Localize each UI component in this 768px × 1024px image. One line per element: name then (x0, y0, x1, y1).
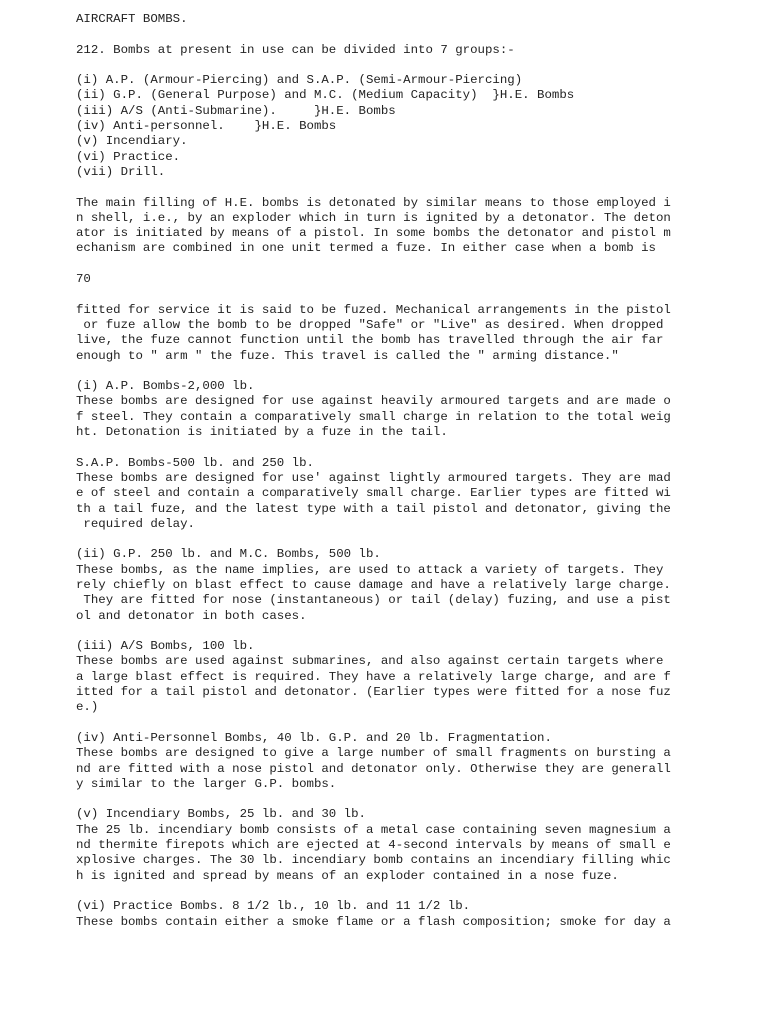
section-heading-line: (iv) Anti-Personnel Bombs, 40 lb. G.P. and 20 lb. Fragmentation. (76, 730, 552, 745)
section-heading-line: (vi) Practice Bombs. 8 1/2 lb., 10 lb. and 11 1/2 lb. (76, 899, 471, 914)
blank-line (76, 792, 676, 807)
text-line: They are fitted for nose (instantaneous) or tail (delay) fuzing, and use a pist (76, 593, 671, 608)
text-line: e of steel and contain a comparatively small charge. Earlier types are fitted wi (76, 486, 671, 501)
blank-line (76, 884, 676, 899)
text-line: f steel. They contain a comparatively small charge in relation to the total weig (76, 409, 671, 424)
section-heading-line: (i) A.P. (Armour-Piercing) and S.A.P. (Semi-Armour-Piercing) (76, 73, 523, 88)
blank-line (76, 716, 676, 731)
section-heading-line: (i) A.P. Bombs-2,000 lb. (76, 379, 255, 394)
section-heading-line: (iv) Anti-personnel. }H.E. Bombs (76, 119, 337, 134)
blank-line (76, 440, 676, 455)
document-page (76, 12, 676, 930)
text-line: n shell, i.e., by an exploder which in turn is ignited by a detonator. The deton (76, 210, 671, 225)
blank-line (76, 364, 676, 379)
text-line: or fuze allow the bomb to be dropped "Safe" or "Live" as desired. When dropped (76, 317, 664, 332)
page-number: 70 (76, 272, 91, 287)
blank-line (76, 532, 676, 547)
text-line: y similar to the larger G.P. bombs. (76, 776, 337, 791)
text-line: nd are fitted with a nose pistol and detonator only. Otherwise they are generall (76, 761, 671, 776)
text-line: e.) (76, 700, 99, 715)
text-line: These bombs, as the name implies, are used to attack a variety of targets. They (76, 562, 664, 577)
text-line: The main filling of H.E. bombs is detonated by similar means to those employed i (76, 195, 671, 210)
section-heading-line: (vii) Drill. (76, 164, 166, 179)
text-line: These bombs are used against submarines, and also against certain targets where (76, 654, 664, 669)
section-heading-line: (vi) Practice. (76, 149, 181, 164)
section-heading-line: (v) Incendiary. (76, 134, 188, 149)
section-heading-line: (iii) A/S Bombs, 100 lb. (76, 639, 255, 654)
text-line: enough to " arm " the fuze. This travel is called the " arming distance." (76, 348, 619, 363)
blank-line (76, 58, 676, 73)
text-line: echanism are combined in one unit termed a fuze. In either case when a bomb is (76, 241, 656, 256)
text-line: fitted for service it is said to be fuzed. Mechanical arrangements in the pistol (76, 302, 671, 317)
section-heading-line: S.A.P. Bombs-500 lb. and 250 lb. (76, 455, 314, 470)
section-heading-line: (iii) A/S (Anti-Submarine). }H.E. Bombs (76, 103, 396, 118)
text-line: These bombs contain either a smoke flame or a flash composition; smoke for day a (76, 914, 671, 929)
text-line: required delay. (76, 516, 195, 531)
blank-line (76, 180, 676, 195)
text-line: th a tail fuze, and the latest type with a tail pistol and detonator, giving the (76, 501, 671, 516)
text-line: ol and detonator in both cases. (76, 608, 307, 623)
text-line: nd thermite firepots which are ejected at 4-second intervals by means of small e (76, 838, 671, 853)
text-line: These bombs are designed for use' against lightly armoured targets. They are mad (76, 470, 671, 485)
text-line: xplosive charges. The 30 lb. incendiary bomb contains an incendiary filling whic (76, 853, 671, 868)
text-line: rely chiefly on blast effect to cause damage and have a relatively large charge. (76, 577, 671, 592)
text-line: ator is initiated by means of a pistol. In some bombs the detonator and pistol m (76, 226, 671, 241)
section-heading-line: (ii) G.P. 250 lb. and M.C. Bombs, 500 lb. (76, 547, 381, 562)
text-line: ht. Detonation is initiated by a fuze in the tail. (76, 425, 448, 440)
text-line: h is ignited and spread by means of an exploder contained in a nose fuze. (76, 868, 619, 883)
blank-line (76, 624, 676, 639)
text-line: a large blast effect is required. They have a relatively large charge, and are f (76, 669, 671, 684)
text-line: These bombs are designed for use against heavily armoured targets and are made o (76, 394, 671, 409)
blank-line (76, 287, 676, 302)
section-heading-line: (ii) G.P. (General Purpose) and M.C. (Medium Capacity) }H.E. Bombs (76, 88, 575, 103)
text-line: 212. Bombs at present in use can be divided into 7 groups:- (76, 42, 515, 57)
blank-line (76, 27, 676, 42)
section-heading-line: (v) Incendiary Bombs, 25 lb. and 30 lb. (76, 807, 366, 822)
blank-line (76, 257, 676, 272)
document-title: AIRCRAFT BOMBS. (76, 12, 188, 26)
text-line: These bombs are designed to give a large number of small fragments on bursting a (76, 746, 671, 761)
text-line: The 25 lb. incendiary bomb consists of a metal case containing seven magnesium a (76, 822, 671, 837)
text-line: itted for a tail pistol and detonator. (Earlier types were fitted for a nose fuz (76, 685, 671, 700)
text-line: live, the fuze cannot function until the bomb has travelled through the air far (76, 333, 664, 348)
